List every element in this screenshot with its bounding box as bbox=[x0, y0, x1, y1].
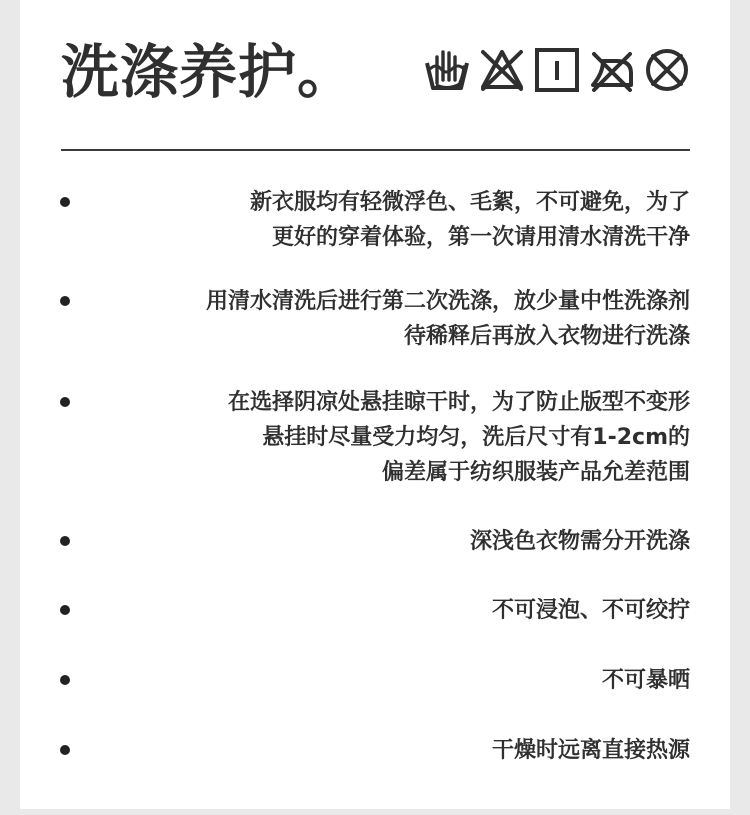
do-not-iron-icon bbox=[589, 47, 635, 93]
text-line: 不可暴晒 bbox=[601, 668, 690, 693]
do-not-tumble-dry-icon bbox=[644, 47, 690, 93]
list-item-text bbox=[492, 593, 690, 628]
bullet bbox=[60, 536, 70, 546]
bullet bbox=[60, 745, 70, 755]
text-line: 新衣服均有轻微浮色、毛絮，不可避免，为了 bbox=[249, 190, 690, 215]
do-not-bleach-icon bbox=[479, 47, 525, 93]
text-line: 待稀释后再放入衣物进行洗涤 bbox=[403, 324, 690, 349]
text-line: 深浅色衣物需分开洗涤 bbox=[469, 529, 690, 554]
page-title: 洗涤养护。 bbox=[61, 38, 357, 106]
text-line: 不可浸泡、不可绞拧 bbox=[491, 598, 690, 623]
list-item-text bbox=[206, 284, 690, 354]
text-line: 在选择阴凉处悬挂晾干时，为了防止版型不变形 bbox=[227, 390, 690, 415]
list-item-text bbox=[470, 524, 690, 559]
hand-wash-icon bbox=[424, 47, 470, 93]
text-line: 悬挂时尽量受力均匀，洗后尺寸有1-2cm的 bbox=[262, 425, 690, 450]
bullet bbox=[60, 296, 70, 306]
text-line: 更好的穿着体验，第一次请用清水清洗干净 bbox=[271, 225, 690, 250]
text-line: 用清水清洗后进行第二次洗涤，放少量中性洗涤剂 bbox=[205, 289, 690, 314]
list-item-text bbox=[492, 733, 690, 768]
bullet bbox=[60, 397, 70, 407]
line-dry-icon bbox=[534, 47, 580, 93]
bullet bbox=[60, 197, 70, 207]
care-symbols bbox=[424, 45, 690, 95]
bullet bbox=[60, 605, 70, 615]
list-item-text bbox=[228, 385, 690, 490]
text-line: 干燥时远离直接热源 bbox=[491, 738, 690, 763]
list-item-text bbox=[602, 663, 690, 698]
bullet bbox=[60, 675, 70, 685]
text-line: 偏差属于纺织服装产品允差范围 bbox=[381, 460, 690, 485]
list-item-text bbox=[250, 185, 690, 255]
title-divider bbox=[61, 149, 690, 151]
